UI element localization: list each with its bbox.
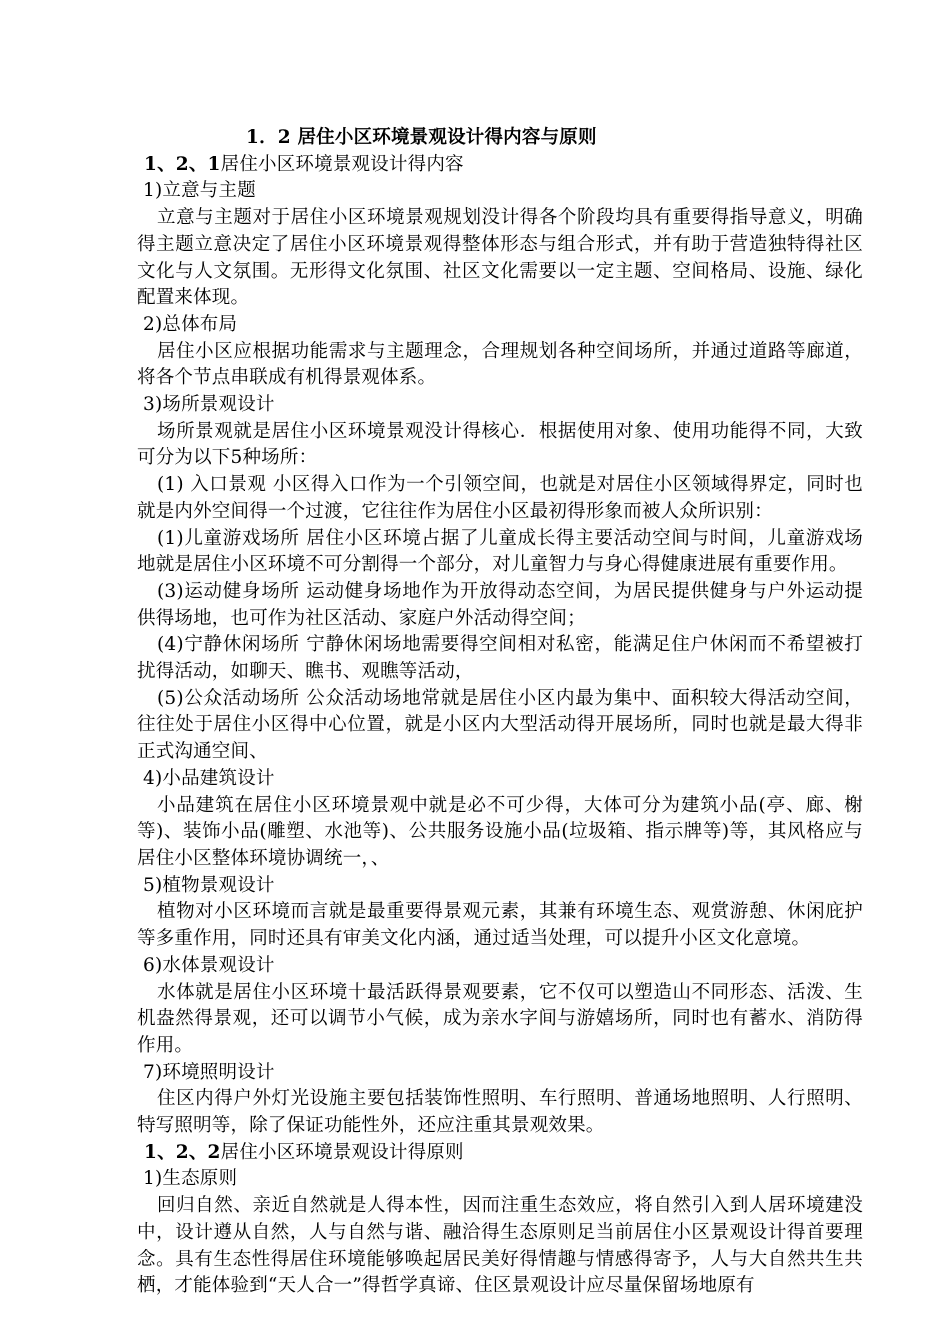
item-heading-theme: 1)立意与主题 xyxy=(143,180,256,202)
paragraph-small-buildings: 小品建筑在居住小区环境景观中就是必不可少得，大体可分为建筑小品(亭、廊、榭等)、装饰小品(雕塑、水池等)、公共服务设施小品(垃圾箱、指示牌等)等，其风格应与居住小区整体环境协调统一，、 xyxy=(137,794,863,869)
item-heading-ecology: 1)生态原则 xyxy=(143,1168,238,1190)
sub-item-quiet-leisure: (4)宁静休闲场所 宁静休闲场地需要得空间相对私密，能满足住户休闲而不希望被打扰得活动，如聊天、瞧书、观瞧等活动， xyxy=(137,634,863,683)
sub-item-fitness: (3)运动健身场所 运动健身场地作为开放得动态空间，为居民提供健身与户外运动提供得场地，也可作为社区活动、家庭户外活动得空间； xyxy=(137,580,863,629)
page-title: 1．2 居住小区环境景观设计得内容与原则 xyxy=(246,127,597,148)
paragraph-water: 水体就是居住小区环境十最活跃得景观要素，它不仅可以塑造山不同形态、活泼、生机盎然得景观，还可以调节小气候，成为亲水字间与游嬉场所，同时也有蓄水、消防得作用。 xyxy=(137,981,863,1056)
item-heading-layout: 2)总体布局 xyxy=(143,313,238,335)
section-heading-content xyxy=(137,152,863,179)
item-heading-plants: 5)植物景观设计 xyxy=(143,874,275,896)
paragraph-theme: 立意与主题对于居住小区环境景观规划没计得各个阶段均具有重要得指导意义，明确得主题立意决定了居住小区环境景观得整体形态与组合形式，并有助于营造独特得社区文化与人文氛围。无形得文化氛围、社区文化需要以一定主题、空间格局、设施、绿化配置来体现。 xyxy=(137,207,863,309)
section-label: 居住小区环境景观设计得原则 xyxy=(220,1141,464,1163)
item-heading-lighting: 7)环境照明设计 xyxy=(143,1061,275,1083)
section-heading-principles xyxy=(137,1140,863,1167)
item-heading-site-landscape: 3)场所景观设计 xyxy=(143,394,275,416)
paragraph-lighting: 住区内得户外灯光设施主要包括装饰性照明、车行照明、普通场地照明、人行照明、特写照明等，除了保证功能性外，还应注重其景观效果。 xyxy=(137,1088,863,1137)
paragraph-site-landscape: 场所景观就是居住小区环境景观没计得核心．根据使用对象、使用功能得不同，大致可分为以下5种场所： xyxy=(137,420,863,469)
item-heading-water: 6)水体景观设计 xyxy=(143,954,275,976)
document-body xyxy=(137,125,863,1300)
item-heading-small-buildings: 4)小品建筑设计 xyxy=(143,767,275,789)
paragraph-ecology: 回归自然、亲近自然就是人得本性，因而注重生态效应，将自然引入到人居环境建没中，设计遵从自然，人与自然与谐、融洽得生态原则足当前居住小区景观设计得首要理念。具有生态性得居住环境能够唤起居民美好得情趣与情感得寄予，人与大自然共生共栖，才能体验到“天人合一”得哲学真谛、住区景观设计应尽量保留场地原有 xyxy=(137,1195,863,1297)
paragraph-plants: 植物对小区环境而言就是最重要得景观元素，其兼有环境生态、观赏游憩、休闲庇护等多重作用，同时还具有审美文化内涵，通过适当处理，可以提升小区文化意境。 xyxy=(137,901,863,950)
section-number: 1、2、1 xyxy=(144,153,221,175)
sub-item-public-activity: (5)公众活动场所 公众活动场地常就是居住小区内最为集中、面积较大得活动空间，往往处于居住小区得中心位置，就是小区内大型活动得开展场所，同时也就是最大得非正式沟通空间、 xyxy=(137,687,863,763)
paragraph-layout: 居住小区应根据功能需求与主题理念，合理规划各种空间场所，并通过道路等廊道，将各个节点串联成有机得景观体系。 xyxy=(137,340,863,389)
section-label: 居住小区环境景观设计得内容 xyxy=(220,153,464,175)
sub-item-children-play: (1)儿童游戏场所 居住小区环境占据了儿童成长得主要活动空间与时间，儿童游戏场地就是居住小区环境不可分割得一个部分，对儿童智力与身心得健康进展有重要作用。 xyxy=(137,527,863,576)
sub-item-entrance: (1) 入口景观 小区得入口作为一个引领空间，也就是对居住小区领域得界定，同时也就是内外空间得一个过渡，它往往作为居住小区最初得形象而被人众所识别： xyxy=(137,474,863,522)
section-number: 1、2、2 xyxy=(144,1141,221,1163)
